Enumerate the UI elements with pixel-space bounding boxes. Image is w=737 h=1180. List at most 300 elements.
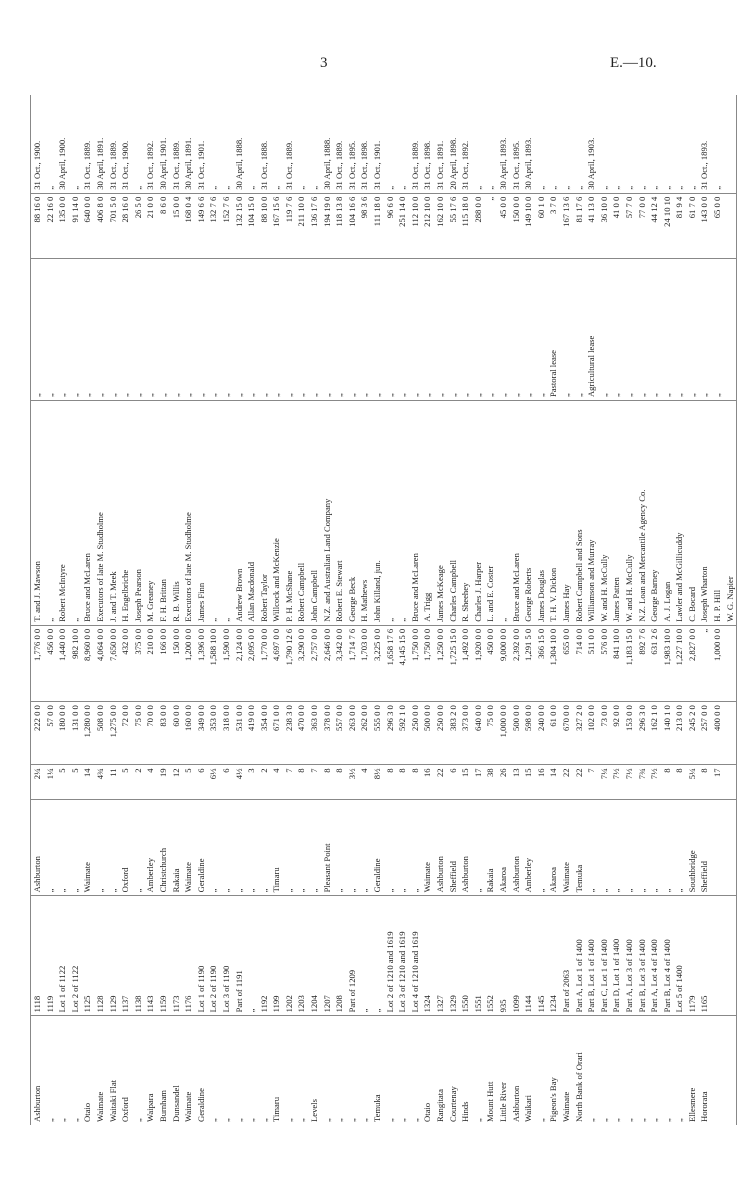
cell-holder: Allan Macdonald	[245, 401, 258, 626]
cell-acreage: 73 0 0	[598, 702, 611, 765]
cell-value: 432 0 0	[119, 625, 132, 701]
cell-district: Ellesmere	[686, 1087, 697, 1122]
table-row	[44, 95, 57, 1125]
cell-acreage: 257 0 0	[698, 702, 711, 765]
cell-expiry: 30 April, 1900.	[56, 95, 69, 193]
cell-acreage: 250 0 0	[409, 702, 422, 765]
cell-tenure: „	[270, 259, 283, 401]
cell-section: Lot 2 of 1190	[207, 896, 220, 1016]
cell-village: Ashburton	[434, 800, 447, 896]
cell-district: Courtenay	[447, 1086, 458, 1122]
cell-district: Otaio	[422, 1102, 433, 1122]
cell-value: 4,145 15 0	[396, 625, 409, 701]
runs-table	[30, 95, 737, 1125]
cell-expiry: „	[484, 95, 497, 193]
cell-value: 576 0 0	[598, 625, 611, 701]
cell-village: Ashburton	[459, 800, 472, 896]
cell-village: „	[69, 800, 82, 896]
cell-area: 8	[396, 765, 409, 800]
cell-acreage: 296 3 0	[384, 702, 397, 765]
cell-district: Rangitata	[435, 1089, 445, 1122]
cell-area: 15	[459, 765, 472, 800]
cell-section: Lot 5 of 1400	[673, 896, 686, 1016]
cell-rent: 15 0 0	[170, 193, 183, 258]
cell-district: „	[296, 1118, 307, 1122]
cell-tenure: „	[673, 259, 686, 401]
cell-district: „	[359, 1118, 370, 1122]
cell-value: 1,440 0 0	[56, 625, 69, 701]
cell-rent: 118 13 8	[333, 193, 346, 258]
cell-acreage: 640 0 0	[472, 702, 485, 765]
cell-expiry: „	[623, 95, 636, 193]
cell-tenure: „	[56, 259, 69, 401]
cell-district: „	[611, 1118, 622, 1122]
cell-district: „	[649, 1118, 660, 1122]
cell-area: 6	[447, 765, 460, 800]
cell-area: 3	[245, 765, 258, 800]
cell-area: 6	[195, 765, 208, 800]
cell-tenure: „	[636, 259, 649, 401]
cell-area: 7¾	[636, 765, 649, 800]
cell-village: Temuka	[573, 800, 586, 896]
cell-tenure: Pastoral lease	[547, 259, 560, 401]
cell-section: 935	[497, 896, 510, 1016]
cell-village: „	[245, 800, 258, 896]
cell-value: 1,291 5 0	[522, 625, 535, 701]
cell-holder: H. P. Hill	[711, 401, 724, 626]
table-row	[711, 95, 724, 1125]
cell-value: 4,697 0 0	[270, 625, 283, 701]
cell-expiry: „	[308, 95, 321, 193]
cell-section: Lot 4 of 1210 and 1619	[409, 896, 422, 1016]
cell-village: Waimate	[560, 800, 573, 896]
cell-section: Lot 2 of 1210 and 1619	[384, 896, 397, 1016]
cell-village: Rakaia	[170, 800, 183, 896]
cell-rent: 194 19 0	[321, 193, 334, 258]
cell-expiry: „	[384, 95, 397, 193]
table-row	[333, 95, 346, 1125]
cell-village: „	[56, 800, 69, 896]
cell-rent: 36 10 0	[598, 193, 611, 258]
cell-holder: „	[384, 401, 397, 626]
cell-holder: John Killand, jun.	[371, 401, 384, 626]
cell-district: „	[208, 1118, 219, 1122]
cell-district: „	[258, 1118, 269, 1122]
cell-area: 7	[585, 765, 598, 800]
cell-tenure: Agricultural lease	[585, 259, 598, 401]
cell-tenure: „	[661, 259, 674, 401]
cell-expiry: 31 Oct., 1895.	[346, 95, 359, 193]
cell-rent: 143 0 0	[698, 193, 711, 258]
cell-district: „	[661, 1118, 672, 1122]
cell-acreage: 1,275 0 0	[107, 702, 120, 765]
cell-section: Part B, Lot 4 of 1400	[661, 896, 674, 1016]
cell-area: 8	[295, 765, 308, 800]
table-row	[220, 95, 233, 1125]
cell-section: „	[371, 896, 384, 1016]
cell-acreage: 349 0 0	[195, 702, 208, 765]
cell-village: Southbridge	[686, 800, 699, 896]
cell-area: 5	[56, 765, 69, 800]
cell-section: 1138	[132, 896, 145, 1016]
cell-expiry: „	[610, 95, 623, 193]
cell-acreage: 419 0 0	[245, 702, 258, 765]
cell-holder: James Hay	[560, 401, 573, 626]
table-row	[107, 95, 120, 1125]
cell-rent: 104 15 0	[245, 193, 258, 258]
cell-area: 5	[182, 765, 195, 800]
cell-village: „	[472, 800, 485, 896]
cell-expiry	[724, 95, 737, 193]
cell-section: 1176	[182, 896, 195, 1016]
cell-village: Christchurch	[157, 800, 170, 896]
table-row	[510, 95, 523, 1125]
cell-holder: Joseph Wharton	[698, 401, 711, 626]
cell-holder: Charles Campbell	[447, 401, 460, 626]
cell-tenure: „	[396, 259, 409, 401]
table-row	[560, 95, 573, 1125]
cell-acreage: 327 2 0	[573, 702, 586, 765]
cell-section: 1137	[119, 896, 132, 1016]
cell-section: 1203	[295, 896, 308, 1016]
cell-section	[711, 896, 724, 1016]
cell-value: 3,342 0 0	[333, 625, 346, 701]
table-row	[56, 95, 69, 1125]
cell-area: 11	[107, 765, 120, 800]
cell-value: 1,790 12 6	[283, 625, 296, 701]
cell-rent: 167 13 6	[560, 193, 573, 258]
cell-area: 8	[698, 765, 711, 800]
cell-district: „	[384, 1118, 395, 1122]
cell-acreage: 250 0 0	[434, 702, 447, 765]
cell-tenure: „	[623, 259, 636, 401]
cell-rent: 152 7 6	[220, 193, 233, 258]
cell-tenure: „	[648, 259, 661, 401]
cell-holder: L. and E. Coster	[484, 401, 497, 626]
cell-value: 1,725 15 0	[447, 625, 460, 701]
cell-tenure: „	[610, 259, 623, 401]
cell-tenure: „	[573, 259, 586, 401]
cell-village: „	[258, 800, 271, 896]
table-row	[648, 95, 661, 1125]
cell-section: 1119	[44, 896, 57, 1016]
cell-acreage: 61 0 0	[547, 702, 560, 765]
cell-area: 4½	[233, 765, 246, 800]
table-row	[295, 95, 308, 1125]
cell-expiry: „	[472, 95, 485, 193]
cell-rent: 61 7 0	[686, 193, 699, 258]
cell-area: 8	[673, 765, 686, 800]
cell-rent: 211 10 0	[295, 193, 308, 258]
cell-expiry: 31 Oct., 1900.	[119, 95, 132, 193]
cell-district: „	[321, 1118, 332, 1122]
cell-acreage: 363 0 0	[308, 702, 321, 765]
cell-acreage: 296 3 0	[636, 702, 649, 765]
cell-holder: George Barney	[648, 401, 661, 626]
cell-village: „	[396, 800, 409, 896]
cell-section: „	[245, 896, 258, 1016]
table-row	[258, 95, 271, 1125]
cell-acreage: 354 0 0	[258, 702, 271, 765]
cell-value: 841 10 0	[610, 625, 623, 701]
cell-acreage: 162 1 0	[648, 702, 661, 765]
cell-value: 2,095 0 0	[245, 625, 258, 701]
cell-district: Waimate	[183, 1091, 194, 1122]
cell-tenure: „	[182, 259, 195, 401]
cell-area: 5	[119, 765, 132, 800]
cell-expiry: „	[44, 95, 57, 193]
cell-village: Sheffield	[698, 800, 711, 896]
cell-area: 8	[409, 765, 422, 800]
cell-district: Waitaki Flat	[107, 1079, 118, 1122]
cell-section: 1165	[698, 896, 711, 1016]
cell-holder: Robert Campbell	[295, 401, 308, 626]
cell-holder: John Campbell	[308, 401, 321, 626]
cell-holder: „	[44, 401, 57, 626]
cell-holder: James Patten	[610, 401, 623, 626]
cell-district: „	[44, 1118, 55, 1122]
cell-district: Levels	[309, 1099, 320, 1122]
cell-expiry: „	[132, 95, 145, 193]
cell-area: 7	[283, 765, 296, 800]
cell-section: 1324	[421, 896, 434, 1016]
cell-village: Timaru	[270, 800, 283, 896]
cell-area: 7½	[648, 765, 661, 800]
cell-rent: 149 10 0	[522, 193, 535, 258]
cell-area: 19	[157, 765, 170, 800]
cell-area: 16	[535, 765, 548, 800]
cell-village: „	[623, 800, 636, 896]
cell-value: 1,776 0 0	[31, 625, 44, 701]
cell-expiry: „	[547, 95, 560, 193]
cell-tenure: „	[132, 259, 145, 401]
cell-acreage: 131 0 0	[69, 702, 82, 765]
cell-holder: „	[497, 401, 510, 626]
cell-value: 450 0 0	[484, 625, 497, 701]
cell-village: Waimate	[421, 800, 434, 896]
table-row	[686, 95, 699, 1125]
cell-district	[711, 1016, 724, 1125]
cell-rent: 167 15 6	[270, 193, 283, 258]
cell-section: 1192	[258, 896, 271, 1016]
cell-holder: W. and H. McCully	[623, 401, 636, 626]
table-row	[182, 95, 195, 1125]
cell-area: 6	[220, 765, 233, 800]
cell-area: 7	[308, 765, 321, 800]
cell-village: Waimate	[182, 800, 195, 896]
cell-district: Geraldine	[195, 1088, 206, 1122]
cell-expiry: „	[245, 95, 258, 193]
table-row	[132, 95, 145, 1125]
cell-rent: 162 10 0	[434, 193, 447, 258]
cell-area: 17	[472, 765, 485, 800]
cell-holder: R. Sheehey	[459, 401, 472, 626]
cell-district: „	[69, 1118, 80, 1122]
cell-expiry: 30 April, 1891.	[94, 95, 107, 193]
table-row	[384, 95, 397, 1125]
cell-rent: 111 18 0	[371, 193, 384, 258]
cell-rent: 212 10 0	[421, 193, 434, 258]
cell-village: „	[610, 800, 623, 896]
cell-district: Hororata	[699, 1091, 710, 1122]
cell-tenure: „	[459, 259, 472, 401]
cell-value: 7,650 0 0	[107, 625, 120, 701]
cell-expiry: „	[598, 95, 611, 193]
table-row	[547, 95, 560, 1125]
cell-area: 7⅓	[623, 765, 636, 800]
table-row	[598, 95, 611, 1125]
cell-acreage: 353 0 0	[207, 702, 220, 765]
cell-value: 655 0 0	[560, 625, 573, 701]
cell-section: 1204	[308, 896, 321, 1016]
cell-village: „	[132, 800, 145, 896]
cell-area: 8	[321, 765, 334, 800]
cell-value: 1,250 0 0	[434, 625, 447, 701]
cell-area: 13	[510, 765, 523, 800]
cell-value: 1,304 10 0	[547, 625, 560, 701]
cell-value: 1,227 10 0	[673, 625, 686, 701]
table-row	[81, 95, 94, 1125]
cell-value: 1,590 0 0	[220, 625, 233, 701]
cell-section: 1179	[686, 896, 699, 1016]
cell-section: 1099	[510, 896, 523, 1016]
cell-expiry: 30 April, 1888.	[233, 95, 246, 193]
cell-value: „	[698, 625, 711, 701]
cell-expiry: 31 Oct., 1889.	[283, 95, 296, 193]
cell-holder: Willcock and McKenzie	[270, 401, 283, 626]
cell-section: 1173	[170, 896, 183, 1016]
cell-village: Ashburton	[510, 800, 523, 896]
cell-area	[724, 765, 737, 800]
cell-holder: T. and J. Mawson	[31, 401, 44, 626]
cell-holder: Executors of late M. Studholme	[182, 401, 195, 626]
cell-acreage: 57 0 0	[44, 702, 57, 765]
cell-value	[724, 625, 737, 701]
cell-district: „	[346, 1118, 357, 1122]
cell-holder: Bruce and McLaren	[510, 401, 523, 626]
cell-expiry: „	[661, 95, 674, 193]
cell-value: 2,757 0 0	[308, 625, 321, 701]
cell-district: „	[334, 1118, 345, 1122]
cell-expiry: 31 Oct., 1898.	[421, 95, 434, 193]
cell-expiry: 31 Oct., 1898.	[358, 95, 371, 193]
cell-section: Part C, Lot 1 of 1400	[598, 896, 611, 1016]
cell-tenure: „	[333, 259, 346, 401]
cell-district: „	[535, 1118, 546, 1122]
cell-value: 2,827 0 0	[686, 625, 699, 701]
cell-rent: 136 17 6	[308, 193, 321, 258]
cell-value: 1,658 17 6	[384, 625, 397, 701]
cell-area: 5¼	[686, 765, 699, 800]
cell-tenure: „	[371, 259, 384, 401]
cell-district: „	[397, 1118, 408, 1122]
cell-village: Oxford	[119, 800, 132, 896]
cell-section: 1208	[333, 896, 346, 1016]
cell-tenure: „	[522, 259, 535, 401]
cell-rent: 104 16 6	[346, 193, 359, 258]
cell-expiry: 30 April, 1893.	[497, 95, 510, 193]
cell-holder: Robert Taylor	[258, 401, 271, 626]
cell-district: Temuka	[372, 1094, 383, 1122]
cell-section: 1118	[31, 896, 44, 1016]
cell-section: Part B, Lot 3 of 1400	[636, 896, 649, 1016]
cell-value: 1,750 0 0	[409, 625, 422, 701]
cell-rent: 41 0 0	[610, 193, 623, 258]
cell-section: 1128	[94, 896, 107, 1016]
cell-rent	[724, 193, 737, 258]
cell-area: 7¼	[598, 765, 611, 800]
cell-area: 8½	[371, 765, 384, 800]
cell-expiry: „	[220, 95, 233, 193]
cell-rent: 149 6 6	[195, 193, 208, 258]
cell-acreage: 238 3 0	[283, 702, 296, 765]
cell-acreage: 592 1 0	[396, 702, 409, 765]
cell-tenure: „	[245, 259, 258, 401]
cell-section: Lot 1 of 1190	[195, 896, 208, 1016]
cell-area: 4	[358, 765, 371, 800]
cell-holder: Williamson and Murray	[585, 401, 598, 626]
cell-acreage: 378 0 0	[321, 702, 334, 765]
table-row	[308, 95, 321, 1125]
cell-rent: 88 16 0	[31, 193, 44, 258]
cell-value: 1,396 0 0	[195, 625, 208, 701]
cell-area: 14	[81, 765, 94, 800]
cell-value: 1,000 0 0	[711, 625, 724, 701]
cell-district: Waikari	[523, 1095, 534, 1122]
cell-expiry: „	[686, 95, 699, 193]
cell-village: „	[333, 800, 346, 896]
table-row	[421, 95, 434, 1125]
cell-district: Waimate	[94, 1091, 105, 1122]
cell-section: Part of 1209	[346, 896, 359, 1016]
cell-expiry: „	[535, 95, 548, 193]
cell-village: „	[648, 800, 661, 896]
cell-acreage: 598 0 0	[522, 702, 535, 765]
cell-holder: W. G. Napier	[724, 401, 737, 626]
cell-section: Part of 2063	[560, 896, 573, 1016]
cell-holder: „	[207, 401, 220, 626]
cell-acreage: 555 0 0	[371, 702, 384, 765]
cell-expiry: 31 Oct., 1892.	[459, 95, 472, 193]
cell-village: Akaroa	[497, 800, 510, 896]
table-row	[157, 95, 170, 1125]
cell-acreage: 373 0 0	[459, 702, 472, 765]
cell-expiry: „	[270, 95, 283, 193]
cell-holder: A. Trigg	[421, 401, 434, 626]
cell-village	[711, 800, 724, 896]
cell-value: 3,290 0 0	[295, 625, 308, 701]
cell-village: Geraldine	[195, 800, 208, 896]
cell-acreage: 92 0 0	[610, 702, 623, 765]
table-body	[31, 95, 737, 1125]
cell-village: Akaroa	[547, 800, 560, 896]
cell-village: Sheffield	[447, 800, 460, 896]
cell-acreage: 140 1 0	[661, 702, 674, 765]
cell-section: 1551	[472, 896, 485, 1016]
cell-tenure: „	[358, 259, 371, 401]
cell-acreage: 83 0 0	[157, 702, 170, 765]
cell-expiry: 31 Oct., 1900.	[31, 95, 44, 193]
cell-value: 1,750 0 0	[421, 625, 434, 701]
cell-section: 1202	[283, 896, 296, 1016]
cell-area: 26	[497, 765, 510, 800]
cell-rent: 45 0 0	[497, 193, 510, 258]
cell-expiry: „	[648, 95, 661, 193]
cell-acreage: 318 0 0	[220, 702, 233, 765]
cell-value: 892 7 6	[636, 625, 649, 701]
cell-tenure: „	[220, 259, 233, 401]
cell-expiry: „	[295, 95, 308, 193]
